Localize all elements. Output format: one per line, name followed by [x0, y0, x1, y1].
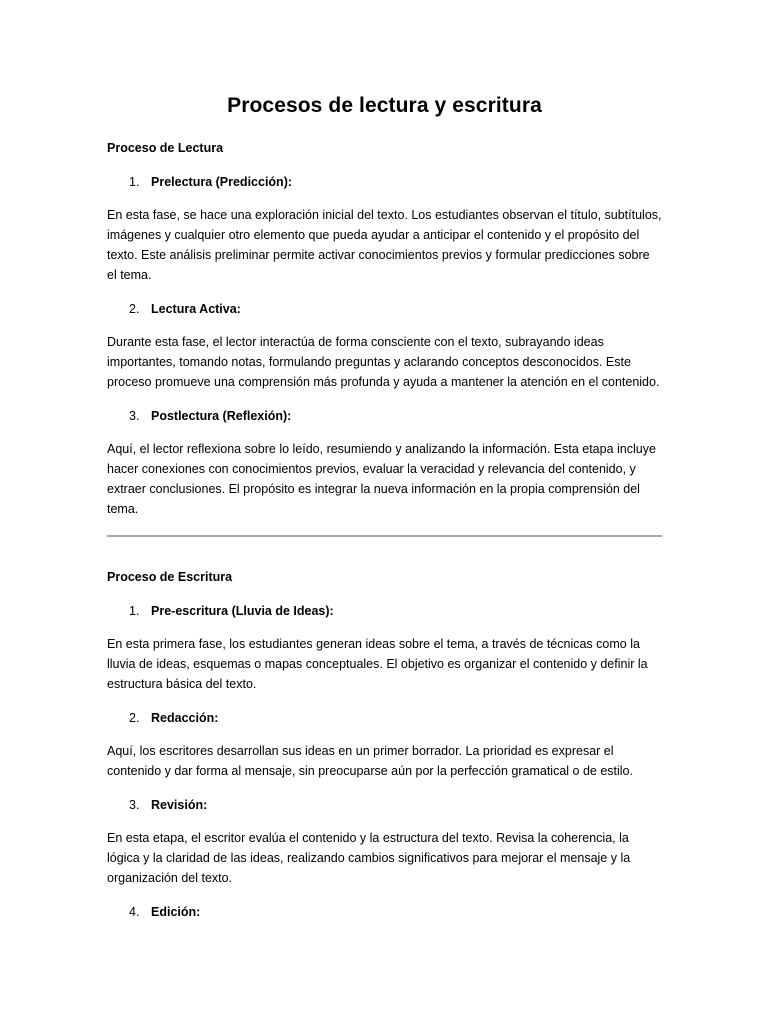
- writing-section: [107, 567, 662, 922]
- step-title: Edición:: [151, 905, 201, 919]
- reading-step-1: [107, 172, 662, 192]
- step-number: 1.: [129, 175, 140, 189]
- step-title: Prelectura (Predicción):: [151, 175, 293, 189]
- writing-step-2-text: Aquí, los escritores desarrollan sus ideas en un primer borrador. La prioridad es expresar el contenido y dar forma al mensaje, sin preocuparse aún por la perfección gramatical o de estilo.: [107, 744, 633, 778]
- reading-section: [107, 138, 662, 519]
- step-number: 2.: [129, 302, 140, 316]
- reading-heading: Proceso de Lectura: [107, 141, 224, 155]
- step-number: 1.: [129, 604, 140, 618]
- writing-step-3-text: En esta etapa, el escritor evalúa el contenido y la estructura del texto. Revisa la coherencia, la lógica y la claridad de las ideas, realizando cambios significativos para mejorar el mensaje y la organización del texto.: [107, 831, 631, 885]
- step-title: Postlectura (Reflexión):: [151, 409, 292, 423]
- step-number: 4.: [129, 905, 140, 919]
- step-number: 2.: [129, 711, 140, 725]
- step-number: 3.: [129, 409, 140, 423]
- step-title: Lectura Activa:: [151, 302, 241, 316]
- reading-step-3-text: Aquí, el lector reflexiona sobre lo leído, resumiendo y analizando la información. Esta etapa incluye hacer conexiones con conocimientos previos, evaluar la veracidad y relevancia del contenido, y extraer conclusiones. El propósito es integrar la nueva información en la propia comprensión del tema.: [107, 442, 656, 516]
- writing-step-1: [107, 601, 662, 621]
- step-number: 3.: [129, 798, 140, 812]
- writing-step-3: [107, 795, 662, 815]
- writing-step-2: [107, 708, 662, 728]
- step-title: Pre-escritura (Lluvia de Ideas):: [151, 604, 334, 618]
- reading-step-2-text: Durante esta fase, el lector interactúa de forma consciente con el texto, subrayando ideas importantes, tomando notas, formulando preguntas y aclarando conceptos desconocidos. Este proceso promueve una comprensión más profunda y ayuda a mantener la atención en el contenido.: [107, 335, 660, 389]
- reading-step-2: [107, 299, 662, 319]
- step-title: Revisión:: [151, 798, 208, 812]
- writing-step-4: [107, 902, 662, 922]
- reading-step-3: [107, 406, 662, 426]
- writing-step-1-text: En esta primera fase, los estudiantes generan ideas sobre el tema, a través de técnicas como la lluvia de ideas, esquemas o mapas conceptuales. El objetivo es organizar el contenido y definir la estructura básica del texto.: [107, 637, 648, 691]
- writing-heading: Proceso de Escritura: [107, 570, 233, 584]
- document-title: Procesos de lectura y escritura: [227, 94, 542, 117]
- section-divider: [107, 535, 662, 537]
- reading-step-1-text: En esta fase, se hace una exploración inicial del texto. Los estudiantes observan el título, subtítulos, imágenes y cualquier otro elemento que pueda ayudar a anticipar el contenido y el propósito del texto. Este análisis preliminar permite activar conocimientos previos y formular predicciones sobre el tema.: [107, 208, 662, 282]
- step-title: Redacción:: [151, 711, 219, 725]
